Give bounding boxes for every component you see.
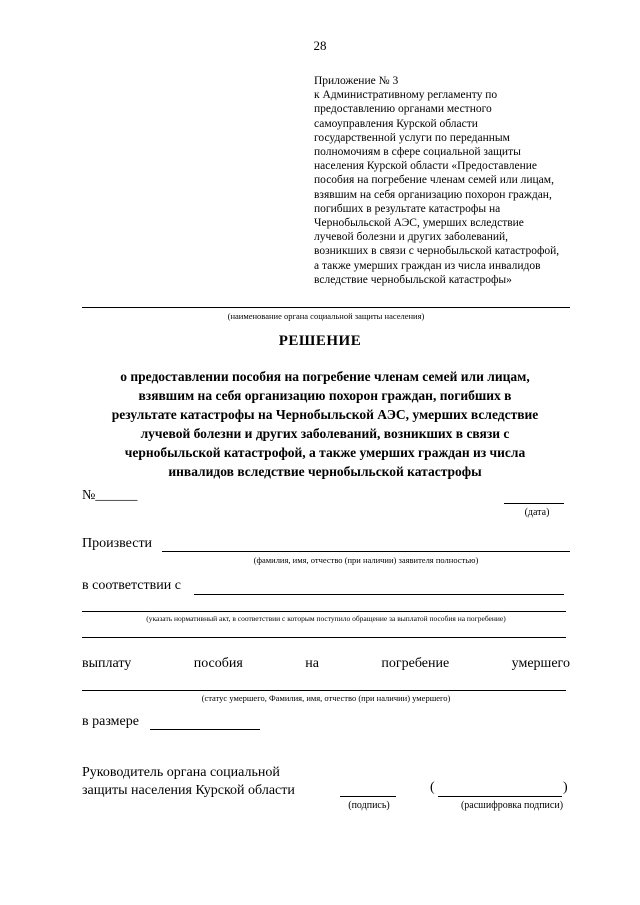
deceased-caption: (статус умершего, Фамилия, имя, отчество (при наличии) умершего) xyxy=(201,693,451,703)
payment-word: выплату xyxy=(82,656,132,671)
produce-label: Произвести xyxy=(82,536,153,551)
document-title: РЕШЕНИЕ xyxy=(278,333,362,349)
head-position xyxy=(82,764,295,800)
appendix-line: лучевой болезни и других заболеваний, xyxy=(314,231,509,244)
accordance-label: в соответствии с xyxy=(82,578,181,593)
amount-line xyxy=(150,729,260,730)
appendix-line: пособия на погребение членам семей или лицам, xyxy=(314,174,554,187)
subject-line: инвалидов вследствие чернобыльской катастрофы xyxy=(168,464,482,479)
appendix-line: погибших в результате катастрофы на xyxy=(314,202,501,215)
payment-word: умершего xyxy=(511,656,570,671)
appendix-line: к Административному регламенту по xyxy=(314,89,498,102)
appendix-line: вследствие чернобыльской катастрофы» xyxy=(314,273,512,286)
payment-word: на xyxy=(305,656,319,671)
appendix-line: взявшим на себя организацию похорон граждан, xyxy=(314,188,552,201)
head-line: Руководитель органа социальной xyxy=(82,765,280,780)
payment-row xyxy=(82,656,570,672)
appendix-line: Чернобыльской АЭС, умерших вследствие xyxy=(314,217,524,230)
decoding-close-paren: ) xyxy=(563,780,568,795)
deceased-line xyxy=(82,690,566,691)
subject-line: результате катастрофы на Чернобыльской АЭС, умерших вследствие xyxy=(111,407,539,422)
head-line: защиты населения Курской области xyxy=(82,783,295,798)
subject-line: лучевой болезни и других заболеваний, возникших в связи с xyxy=(140,426,510,441)
act-line xyxy=(82,611,566,612)
accordance-line xyxy=(194,594,564,595)
applicant-name-caption: (фамилия, имя, отчество (при наличии) заявителя полностью) xyxy=(253,555,479,565)
organ-name-line xyxy=(82,307,570,308)
decision-number-field: №______ xyxy=(82,488,138,503)
subject-line: о предоставлении пособия на погребение членам семей или лицам, xyxy=(120,369,530,384)
payment-word: погребение xyxy=(381,656,450,671)
decoding-line xyxy=(438,796,562,797)
appendix-line: полномочиям в сфере социальной защиты xyxy=(314,146,521,159)
signature-caption: (подпись) xyxy=(348,800,390,811)
subject-line: чернобыльской катастрофой, а также умерших граждан из числа xyxy=(124,445,526,460)
date-caption: (дата) xyxy=(524,507,550,518)
signature-line xyxy=(340,796,396,797)
appendix-block xyxy=(314,74,594,287)
appendix-line: населения Курской области «Предоставление xyxy=(314,160,537,173)
appendix-line: возникших в связи с чернобыльской катастрофой, xyxy=(314,245,560,258)
appendix-line: предоставлению органами местного xyxy=(314,103,492,116)
applicant-name-line xyxy=(162,551,570,552)
date-line xyxy=(504,503,564,504)
page-number: 28 xyxy=(313,38,327,53)
decoding-caption: (расшифровка подписи) xyxy=(460,800,564,811)
act-continuation-line xyxy=(82,637,566,638)
payment-word: пособия xyxy=(193,656,243,671)
subject-line: взявшим на себя организацию похорон граждан, погибших в xyxy=(138,388,512,403)
organ-name-caption: (наименование органа социальной защиты населения) xyxy=(227,311,425,321)
amount-label: в размере xyxy=(82,714,139,729)
appendix-line: Приложение № 3 xyxy=(314,75,399,87)
act-caption: (указать нормативный акт, в соответствии с которым поступило обращение за выплатой пособия на погребение) xyxy=(146,614,506,623)
appendix-line: самоуправления Курской области xyxy=(314,117,478,130)
appendix-line: государственной услуги по переданным xyxy=(314,131,510,144)
decision-subject xyxy=(80,367,570,481)
appendix-line: а также умерших граждан из числа инвалидов xyxy=(314,259,541,272)
decoding-open-paren: ( xyxy=(430,780,435,795)
